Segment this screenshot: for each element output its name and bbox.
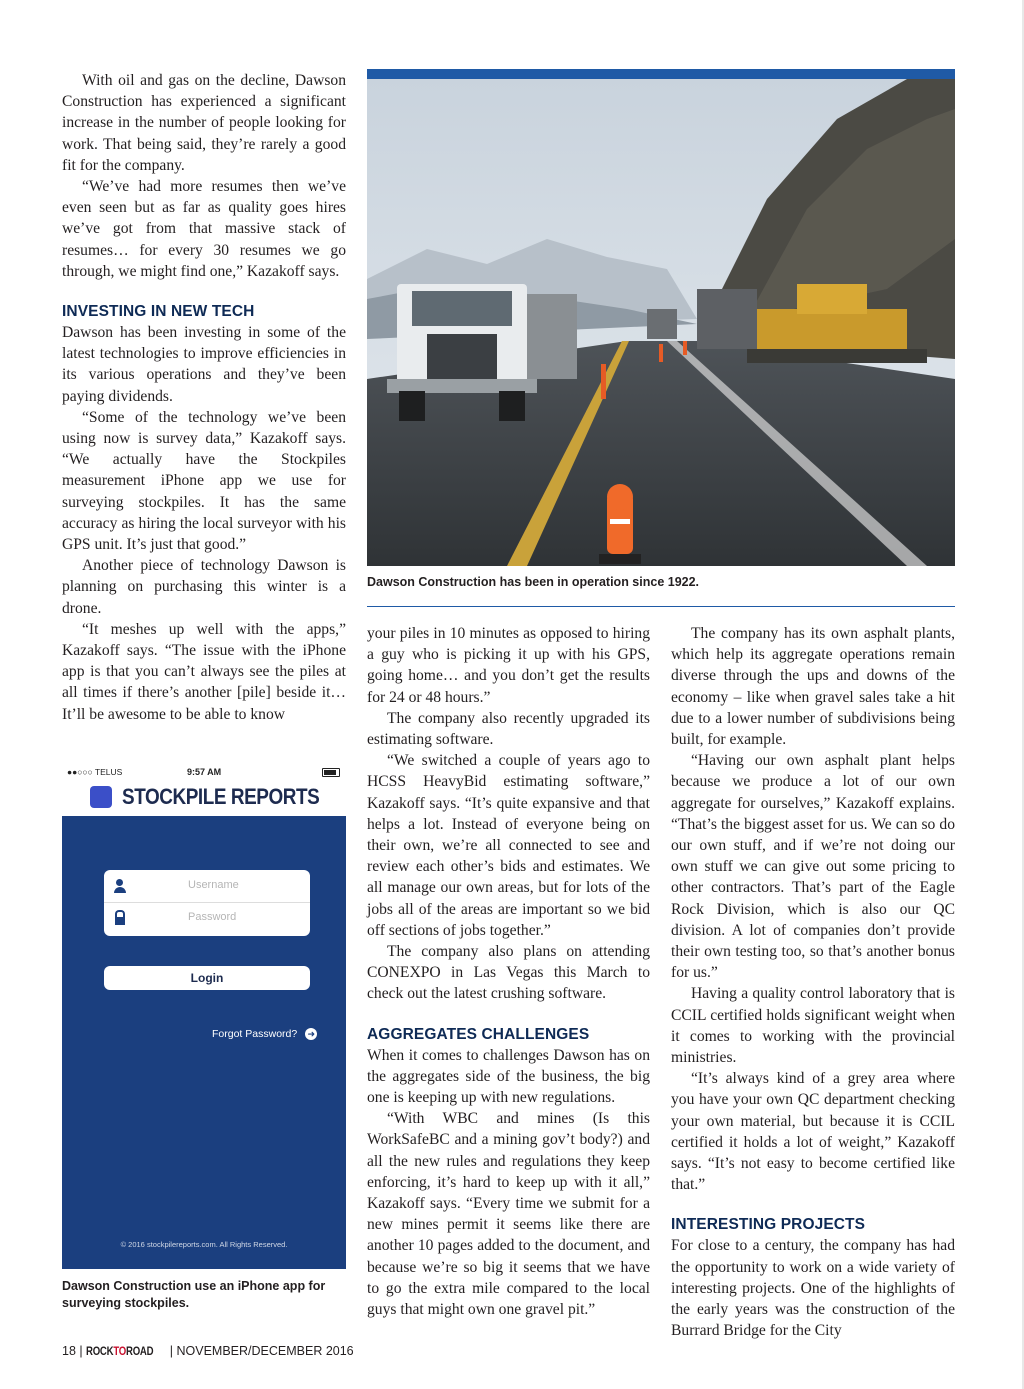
login-form: [104, 870, 310, 936]
paragraph: With oil and gas on the decline, Dawson Construction has experienced a significant increase in the number of people looking for work. That being said, they’re rarely a good fit for the company.: [62, 72, 346, 174]
paragraph: Having a quality control laboratory that is CCIL certified holds significant weight when it comes to working with the provincial ministries.: [671, 985, 955, 1067]
paragraph: “It meshes up well with the apps,” Kazakoff says. “The issue with the iPhone app is that you can’t always see the piles at all times if there’s another [pile] beside it… It’ll be awesome to be able to know: [62, 620, 346, 723]
road-construction-photo: [367, 79, 955, 566]
login-button[interactable]: Login: [104, 966, 310, 990]
phone-caption: Dawson Construction use an iPhone app for surveying stockpiles.: [62, 1279, 326, 1310]
app-title: STOCKPILE REPORTS: [122, 784, 320, 809]
clock: 9:57 AM: [187, 767, 222, 777]
phone-screenshot: [62, 754, 346, 1269]
forgot-password-label: Forgot Password?: [212, 1028, 298, 1040]
column-2: [367, 623, 650, 1320]
lock-icon: [115, 910, 125, 924]
carrier-label: ●●○○○ TELUS: [67, 767, 123, 777]
battery-icon: [322, 768, 340, 777]
paragraph: Dawson has been investing in some of the latest technologies to improve efficiencies in its various operations and they’ve been paying dividends.: [62, 324, 346, 405]
paragraph: “It’s always kind of a grey area where you have your own QC department checking your own material, but because it is CCIL certified it holds a lot of weight,” Kazakoff says. “It’s not easy to become certified like that.”: [671, 1070, 955, 1194]
photo-caption: Dawson Construction has been in operation since 1922.: [367, 575, 700, 589]
column-1: [62, 70, 346, 725]
page-number: 18: [62, 1344, 76, 1358]
paragraph: For close to a century, the company has had the opportunity to work on a wide variety of interesting projects. One of the highlights of the early years was the construction of the Burrard Bridge for the City: [671, 1237, 955, 1340]
magazine-logo: ROCKTOROAD: [86, 1344, 154, 1358]
paragraph: The company has its own asphalt plants, which help its aggregate operations remain diverse through the ups and downs of the economy – like when gravel sales take a hit due to a lower number of subdivisions being built, for example.: [671, 625, 955, 749]
column-3: [671, 623, 955, 1342]
section-heading-investing: INVESTING IN NEW TECH: [62, 303, 255, 321]
paragraph: “We’ve had more resumes then we’ve even seen but as far as quality goes hires we’ve got from that massive stack of resumes… for every 30 resumes we go through, we might find one,” Kazakoff says.: [62, 178, 346, 280]
photo-top-bar: [367, 69, 955, 79]
app-logo-icon: [90, 786, 112, 808]
paragraph: Another piece of technology Dawson is planning on purchasing this winter is a drone.: [62, 557, 346, 617]
caption-rule: [367, 606, 955, 607]
section-heading-projects: INTERESTING PROJECTS: [671, 1216, 866, 1234]
arrow-right-icon: ➜: [305, 1028, 317, 1040]
paragraph: When it comes to challenges Dawson has on the aggregates side of the business, the big one is keeping up with new regulations.: [367, 1046, 650, 1107]
app-header: [62, 754, 346, 816]
forgot-password-link[interactable]: [212, 1024, 317, 1042]
user-icon: [114, 879, 126, 893]
paragraph: your piles in 10 minutes as opposed to hiring a guy who is picking it up with his GPS, going home… and you don’t get the results for 24 or 48 hours.”: [367, 625, 650, 706]
paragraph: The company also recently upgraded its estimating software.: [367, 709, 650, 749]
paragraph: “Having our own asphalt plant helps because we produce a lot of our own aggregate for ourselves,” Kazakoff explains. “That’s the biggest asset for us. We can so do our own stuff, and if we’re not doing our own stuff we can give out some pricing to other contractors. That’s part of the Eagle Rock Division, which is also our QC division. A lot of companies don’t provide their own testing too, so that’s another bonus for us.”: [671, 752, 955, 982]
paragraph: “Some of the technology we’ve been using now is survey data,” Kazakoff says. “We actually have the Stockpiles measurement iPhone app we use for surveying stockpiles. It has the same accuracy as hiring the local surveyor with his GPS unit. It’s just that good.”: [62, 408, 346, 554]
page-footer: 18 | ROCKTOROAD | NOVEMBER/DECEMBER 2016: [62, 1344, 354, 1358]
issue-date: NOVEMBER/DECEMBER 2016: [176, 1344, 354, 1358]
paragraph: The company also plans on attending CONEXPO in Las Vegas this March to check out the latest crushing software.: [367, 943, 650, 1003]
paragraph: “We switched a couple of years ago to HCSS HeavyBid estimating software,” Kazakoff says. “It’s quite expansive and that helps a lot. Instead of everyone being on their own, we’re all connected to see and review each other’s bids and estimates. We all manage our own areas, but for lots of the jobs all of the areas are important so we bid off sections of jobs together.”: [367, 752, 650, 939]
section-heading-aggregates: AGGREGATES CHALLENGES: [367, 1025, 590, 1043]
username-input[interactable]: Username: [188, 879, 239, 891]
paragraph: “With WBC and mines (Is this WorkSafeBC and a mining gov’t body?) and all the new rules and regulations they keep enforcing, it’s hard to keep up with it all,” Kazakoff says. “Every time we submit for a new mines permit it seems like there are another 10 pages added to the document, and because we’re so big it seems that we have to go the extra mile compared to the local guys that might own one gravel pit.”: [367, 1110, 650, 1319]
copyright-text: © 2016 stockpilereports.com. All Rights Reserved.: [120, 1240, 288, 1249]
password-input[interactable]: Password: [188, 911, 237, 923]
photo-illustration: [367, 79, 955, 566]
